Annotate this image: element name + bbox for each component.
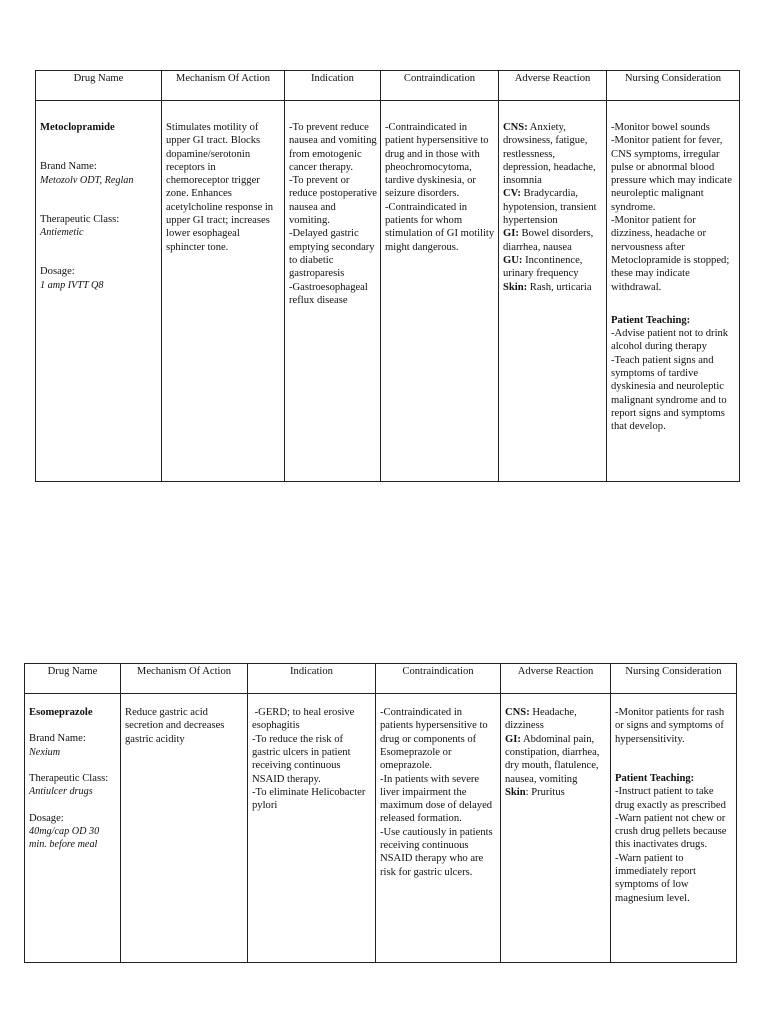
class-label: Therapeutic Class: — [40, 213, 120, 225]
header-adverse-reaction: Adverse Reaction — [501, 664, 611, 694]
teaching-item: -Advise patient not to drink alcohol during therapy — [611, 328, 729, 353]
brand-value: Metozolv ODT, Reglan — [40, 174, 134, 186]
adverse-item — [503, 281, 603, 294]
header-nursing-consideration: Nursing Consideration — [611, 664, 737, 694]
adverse-item — [503, 187, 603, 227]
indication-item: -Gastroesophageal reflux disease — [289, 281, 368, 306]
header-nursing-consideration: Nursing Consideration — [607, 71, 740, 101]
header-contraindication: Contraindication — [381, 71, 499, 101]
adverse-system: Skin — [505, 786, 526, 798]
header-contraindication: Contraindication — [376, 664, 501, 694]
mechanism-cell — [121, 694, 248, 963]
adverse-text: Abdominal pain, constipation, diarrhea, dry mouth, flatulence, nausea, vomiting — [505, 733, 600, 785]
mechanism-cell — [162, 101, 285, 482]
adverse-text: Incontinence, urinary frequency — [503, 254, 583, 280]
contraindication-item: -Contraindicated in patient hypersensitive to drug and in those with pheochromocytoma, tardive dyskinesia, or seizure disorders. — [385, 122, 489, 200]
teaching-item: -Warn patient not chew or crush drug pellets because this inactivates drugs. — [615, 812, 727, 851]
brand-label: Brand Name: — [40, 161, 97, 173]
adverse-system: GI: — [505, 733, 521, 745]
nursing-consideration-cell — [607, 101, 740, 482]
header-row — [25, 664, 737, 694]
drug-table-esomeprazole — [24, 663, 737, 963]
adverse-text: Bradycardia, hypotension, transient hypertension — [503, 188, 597, 227]
header-indication: Indication — [248, 664, 376, 694]
nursing-item: -Monitor patients for rash or signs and symptoms of hypersensitivity. — [615, 707, 725, 745]
class-value: Antiulcer drugs — [29, 786, 93, 798]
header-mechanism: Mechanism Of Action — [162, 71, 285, 101]
adverse-reaction-cell — [501, 694, 611, 963]
indication-cell — [248, 694, 376, 963]
mechanism-text: Reduce gastric acid secretion and decreases gastric acidity — [125, 707, 225, 745]
drug-name-cell — [36, 101, 162, 482]
contraindication-item: -Contraindicated in patients for whom stimulation of GI motility might dangerous. — [385, 201, 495, 253]
contraindication-cell — [381, 101, 499, 482]
adverse-item — [503, 254, 603, 281]
nursing-item: -Monitor bowel sounds — [611, 122, 710, 133]
indication-item: -GERD; to heal erosive esophagitis — [252, 707, 358, 732]
drug-name-cell — [25, 694, 121, 963]
adverse-text: Bowel disorders, diarrhea, nausea — [503, 228, 594, 253]
adverse-text: Anxiety, drowsiness, fatigue, restlessness, depression, headache, insomnia — [503, 122, 596, 187]
adverse-item — [505, 786, 607, 799]
indication-item: -To reduce the risk of gastric ulcers in patient receiving continuous NSAID therapy. — [252, 733, 351, 785]
contraindication-item: -Contraindicated in patients hypersensitive to drug or components of Esomeprazole or omeprazole. — [380, 707, 488, 772]
header-drug-name: Drug Name — [36, 71, 162, 101]
dosage-value: 1 amp IVTT Q8 — [40, 279, 104, 291]
drug-name: Metoclopramide — [40, 122, 115, 133]
mechanism-text: Stimulates motility of upper GI tract. Blocks dopamine/serotonin receptors in chemoreceptor trigger zone. Enhances acetylcholine response in upper GI tract; increases lower esophageal sphincter tone. — [166, 122, 274, 253]
patient-teaching-title: Patient Teaching: — [615, 772, 695, 784]
adverse-item — [503, 121, 603, 187]
dosage-label: Dosage: — [40, 266, 75, 278]
header-adverse-reaction: Adverse Reaction — [499, 71, 607, 101]
indication-item: -To prevent reduce nausea and vomiting from emotogenic cancer therapy. — [289, 122, 377, 173]
adverse-item — [505, 706, 607, 733]
class-value: Antiemetic — [40, 227, 84, 239]
adverse-reaction-cell — [499, 101, 607, 482]
header-row — [36, 71, 740, 101]
adverse-system: Skin: — [503, 281, 528, 293]
nursing-item: -Monitor patient for fever, CNS symptoms, irregular pulse or abnormal blood pressure which may indicate neuroleptic malignant syndrome. — [611, 135, 732, 213]
table-row — [36, 101, 740, 482]
brand-label: Brand Name: — [29, 733, 86, 745]
drug-name: Esomeprazole — [29, 707, 93, 719]
class-label: Therapeutic Class: — [29, 772, 109, 784]
teaching-item: -Teach patient signs and symptoms of tardive dyskinesia and neuroleptic malignant syndrome and to report signs and symptoms that develop. — [611, 354, 727, 433]
adverse-system: CNS: — [503, 122, 528, 133]
teaching-item: -Instruct patient to take drug exactly as prescribed — [615, 786, 726, 811]
indication-item: -To eliminate Helicobacter pylori — [252, 786, 366, 812]
header-indication: Indication — [285, 71, 381, 101]
adverse-item — [505, 733, 607, 786]
adverse-system: GU: — [503, 254, 523, 266]
nursing-item: -Monitor patient for dizziness, headache or nervousness after Metoclopramide is stopped; these may indicate withdrawal. — [611, 215, 730, 293]
adverse-system: CNS: — [505, 707, 530, 719]
contraindication-item: -Use cautiously in patients receiving continuous NSAID therapy who are risk for gastric ulcers. — [380, 826, 493, 878]
adverse-system: CV: — [503, 188, 521, 200]
contraindication-cell — [376, 694, 501, 963]
teaching-item: -Warn patient to immediately report symptoms of low magnesium level. — [615, 852, 696, 904]
adverse-system: GI: — [503, 228, 519, 240]
header-mechanism: Mechanism Of Action — [121, 664, 248, 694]
adverse-text: Rash, urticaria — [527, 281, 592, 293]
patient-teaching-title: Patient Teaching: — [611, 314, 691, 326]
table-row — [25, 694, 737, 963]
brand-value: Nexium — [29, 746, 61, 758]
indication-cell — [285, 101, 381, 482]
adverse-item — [503, 227, 603, 254]
adverse-text: : Pruritus — [525, 786, 565, 798]
header-drug-name: Drug Name — [25, 664, 121, 694]
indication-item: -Delayed gastric emptying secondary to diabetic gastroparesis — [289, 228, 375, 280]
nursing-consideration-cell — [611, 694, 737, 963]
drug-table-metoclopramide — [35, 70, 740, 482]
contraindication-item: -In patients with severe liver impairment the maximum dose of delayed released formation. — [380, 773, 493, 825]
dosage-value: 40mg/cap OD 30 min. before meal — [29, 825, 100, 851]
dosage-label: Dosage: — [29, 812, 64, 824]
adverse-text: Headache, dizziness — [505, 707, 577, 732]
indication-item: -To prevent or reduce postoperative nausea and vomiting. — [289, 175, 377, 227]
